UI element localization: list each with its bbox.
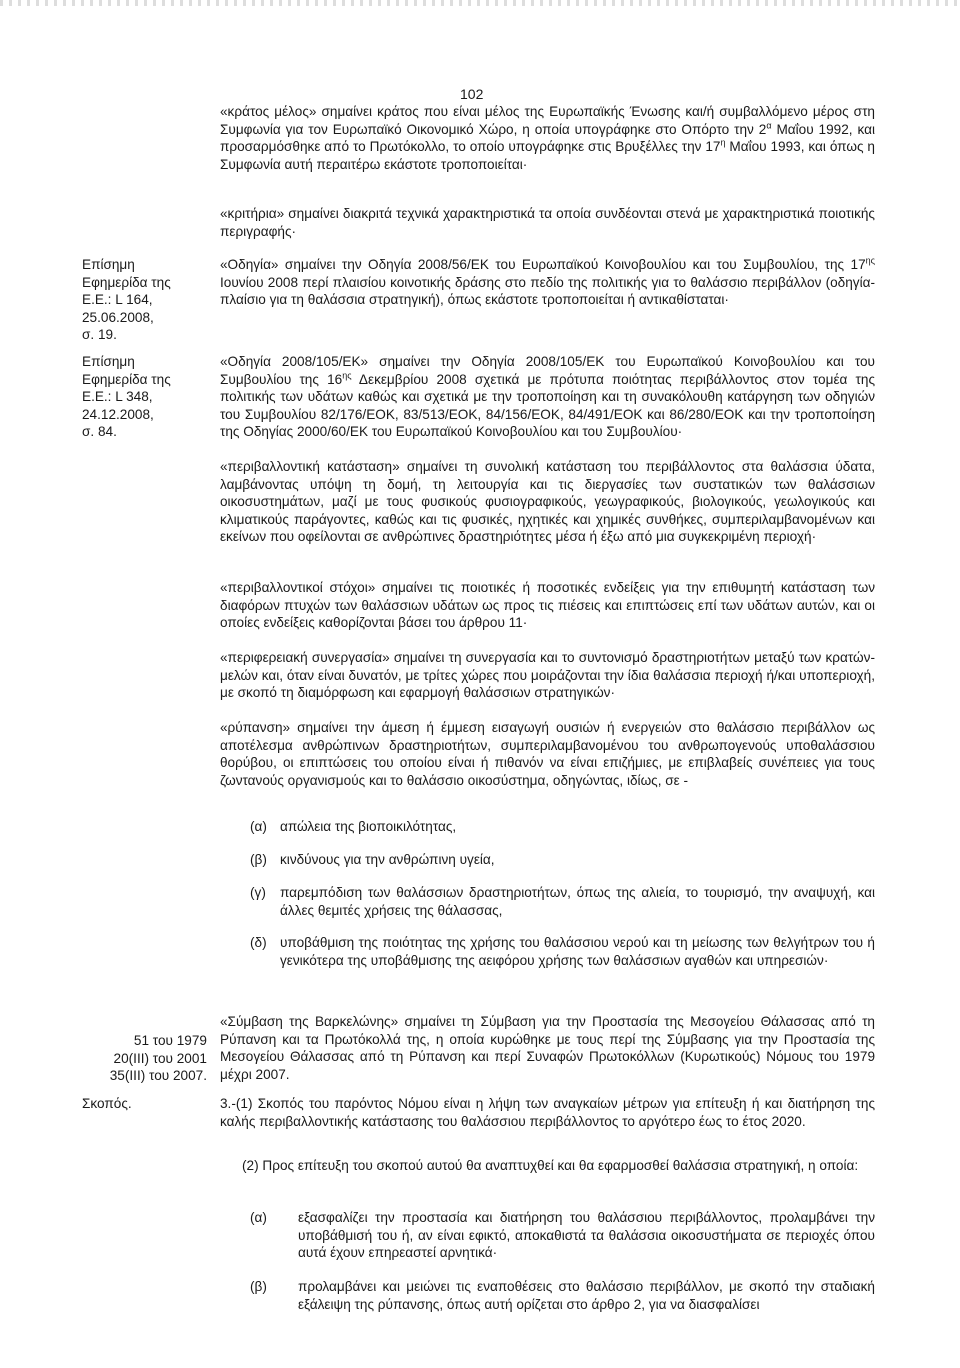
margin-line: 51 του 1979 [133, 1033, 207, 1048]
definition-text: «κράτος μέλος» σημαίνει κράτος που είναι μέλος της Ευρωπαϊκής Ένωσης και/ή συμβαλλόμενο μέρος στη Συμφωνία για τον Ευρωπαϊκό Οικονομικό Χώρο, η οποία υπογράφηκε στο Οπόρτο την 2 [220, 104, 875, 137]
definition-directive-2008-56 [220, 256, 875, 309]
margin-line: σ. 84. [82, 424, 117, 440]
definition-barcelona-convention: «Σύμβαση της Βαρκελώνης» σημαίνει τη Σύμβαση για την Προστασία της Μεσογείου Θάλασσας από τη Ρύπανση και τα Πρωτόκολλά της, η οποία κυρώθηκε με τους περί της Σύμβασης για την Προστασία της Μεσογείου Θάλασσας από τη Ρύπανση και περί Συναφών Πρωτοκόλλων (Κυρωτικούς) Νόμους του 1979 μέχρι 2007. [220, 1014, 875, 1082]
superscript: ης [865, 255, 875, 266]
definition-environmental-targets: «περιβαλλοντικοί στόχοι» σημαίνει τις ποιοτικές ή ποσοτικές ενδείξεις για την επιθυμητή κατάσταση των διαφόρων πτυχών των θαλάσσιων υδάτων ως προς τις πιέσεις και επιπτώσεις επί των υδάτων αυτών, και οι οποίες ενδείξεις καθορίζονται βάσει του άρθρου 11· [220, 580, 875, 631]
strategy-item [252, 1278, 875, 1313]
item-text: εξασφαλίζει την προστασία και διατήρηση του θαλάσσιου περιβάλλοντος, προλαμβάνει την υποβάθμισή του ή, αν είναι εφικτό, αποκαθιστά τα θαλάσσια οικοσυστήματα σε περιοχές όπου αυτά έχουν επηρεαστεί αρνητικά· [298, 1210, 875, 1261]
definition-criteria: «κριτήρια» σημαίνει διακριτά τεχνικά χαρακτηριστικά τα οποία συνδέονται στενά με χαρακτηριστικά ποιοτικής περιγραφής· [220, 206, 875, 239]
item-text: παρεμπόδιση των θαλάσσιων δραστηριοτήτων, όπως της αλιεία, το τουρισμό, την αναψυχή, και άλλες θεμιτές χρήσεις της θάλασσας, [280, 885, 875, 918]
definition-text: Δεκεμβρίου 2008 σχετικά με πρότυπα ποιότητας περιβάλλοντος στον τομέα της πολιτικής των υδάτων καθώς και σχετικά με την τροποποίηση και τη συνακόλουθη κατάργηση των οδηγιών του Συμβουλίου 82/176/ΕΟΚ, 83/513/ΕΟΚ, 84/156/ΕΟΚ, 84/491/ΕΟΚ και 86/280/ΕΟΚ και την τροποποίηση της Οδηγίας 2000/60/ΕΚ του Ευρωπαϊκού Κοινοβουλίου και του Συμβουλίου· [220, 371, 875, 440]
pollution-item [252, 884, 875, 919]
pollution-item [252, 818, 875, 836]
margin-line: 20(III) του 2001 [113, 1050, 207, 1066]
margin-note-purpose: Σκοπός. [82, 1096, 132, 1111]
superscript: ης [342, 370, 352, 381]
section-text: (2) Προς επίτευξη του σκοπού αυτού θα αναπτυχθεί και θα εφαρμοσθεί θαλάσσια στρατηγική, η οποία: [242, 1158, 859, 1173]
margin-note-laws [82, 1032, 207, 1085]
item-text: απώλεια της βιοποικιλότητας, [280, 819, 457, 834]
margin-line: Εφημερίδα της [82, 274, 171, 290]
definition-regional-cooperation: «περιφερειακή συνεργασία» σημαίνει τη συνεργασία και το συντονισμό δραστηριοτήτων μεταξύ των κρατών-μελών και, όταν είναι δυνατόν, με τρίτες χώρες που μοιράζονται την ίδια θαλάσσια περιοχή ή/και υποπεριοχή, με σκοπό τη διαμόρφωση και εφαρμογή θαλάσσιων στρατηγικών· [220, 650, 875, 701]
definition-text: Μαΐου 1992, και προσαρμόσθηκε από το Πρωτόκολλο, το οποίο υπογράφηκε στις Βρυξέλλες την 17 [220, 121, 875, 155]
margin-line: 35(III) του 2007. [109, 1068, 207, 1084]
definition-directive-2008-105 [220, 353, 875, 441]
pollution-item [252, 934, 875, 969]
margin-line: Επίσημη [82, 354, 135, 369]
definition-text: Ιουνίου 2008 περί πλαισίου κοινοτικής δράσης στο πεδίο της πολιτικής για το θαλάσσιο περιβάλλον (οδηγία-πλαίσιο για τη θαλάσσια στρατηγική), όπως εκάστοτε τροποποιείται ή αντικαθίσταται· [220, 274, 875, 308]
margin-note-oj-l164 [82, 256, 202, 344]
item-label: (γ) [250, 885, 266, 900]
margin-line: 24.12.2008, [82, 406, 154, 422]
strategy-item [252, 1209, 875, 1262]
definition-environmental-status: «περιβαλλοντική κατάσταση» σημαίνει τη συνολική κατάσταση του περιβάλλοντος στα θαλάσσια ύδατα, λαμβάνοντας υπόψη τη δομή, τη λειτουργία και τις διεργασίες των συστατικών των θαλάσσιων οικοσυστημάτων, μαζί με τους φυσικούς φυσιογραφικούς, γεωγραφικούς, βιολογικούς, γεωλογικούς και κλιματικούς παράγοντες, καθώς και τις φυσικές, ηχητικές και χημικές συνθήκες, συμπεριλαμβανομένων και εκείνων που οφείλονται σε ανθρώπινες δραστηριότητες μέσα ή έξω από μια συγκεκριμένη περιοχή· [220, 459, 875, 545]
section-3-2-strategy [220, 1157, 875, 1175]
definition-pollution: «ρύπανση» σημαίνει την άμεση ή έμμεση εισαγωγή ουσιών ή ενεργειών στο θαλάσσιο περιβάλλον ως αποτέλεσμα ανθρώπινων δραστηριοτήτων, συμπεριλαμβανομένου του ανθρωπογενούς υποθαλάσσιου θορύβου, οι επιπτώσεις του οποίου είναι ή πιθανόν να είναι επιζήμιες, με επιβλαβείς συνέπειες για τους ζωντανούς οργανισμούς και το θαλάσσιο οικοσύστημα, οδηγώντας, ιδίως, σε - [220, 720, 875, 788]
margin-line: Ε.Ε.: L 348, [82, 389, 153, 405]
margin-line: Επίσημη [82, 257, 135, 272]
item-label: (α) [250, 819, 267, 834]
definition-member-state [220, 103, 875, 173]
item-text: προλαμβάνει και μειώνει τις εναποθέσεις στο θαλάσσιο περιβάλλον, με σκοπό την σταδιακή εξάλειψη της ρύπανσης, όπως αυτή ορίζεται στο άρθρο 2, για να διασφαλίσει [298, 1279, 875, 1312]
item-text: υποβάθμιση της ποιότητας της χρήσης του θαλάσσιου νερού και τη μείωσης των θελγήτρων του ή γενικότερα της υποβάθμισης της αειφόρου χρήσης των θαλάσσιων αγαθών και υπηρεσιών· [280, 935, 875, 968]
margin-line: Ε.Ε.: L 164, [82, 292, 153, 308]
item-label: (δ) [250, 935, 267, 950]
item-label: (β) [250, 1279, 267, 1294]
superscript: η [720, 137, 726, 148]
definition-text: Μαΐου 1993, και όπως η Συμφωνία αυτή περαιτέρω εκάστοτε τροποποιείται· [220, 139, 875, 172]
item-text: κινδύνους για την ανθρώπινη υγεία, [280, 852, 495, 867]
scan-artifact-top [0, 0, 960, 6]
margin-line: Εφημερίδα της [82, 371, 171, 387]
superscript: α [766, 120, 772, 131]
page-number: 102 [460, 86, 484, 102]
margin-note-oj-l348 [82, 353, 202, 441]
section-3-1-purpose: 3.-(1) Σκοπός του παρόντος Νόμου είναι η λήψη των αναγκαίων μέτρων για επίτευξη ή και διατήρηση της καλής περιβαλλοντικής κατάστασης του θαλάσσιου περιβάλλοντος το αργότερο έως το έτος 2020. [220, 1096, 875, 1129]
item-label: (α) [250, 1210, 267, 1225]
margin-line: 25.06.2008, [82, 309, 154, 325]
definition-text: «Οδηγία 2008/105/ΕΚ» σημαίνει την Οδηγία 2008/105/ΕΚ του Ευρωπαϊκού Κοινοβουλίου και του Συμβουλίου της 16 [220, 354, 875, 387]
margin-line: σ. 19. [82, 327, 117, 343]
definition-text: «Οδηγία» σημαίνει την Οδηγία 2008/56/ΕΚ του Ευρωπαϊκού Κοινοβουλίου και του Συμβουλίου, της 17 [220, 257, 866, 272]
item-label: (β) [250, 852, 267, 867]
pollution-item [252, 851, 875, 869]
